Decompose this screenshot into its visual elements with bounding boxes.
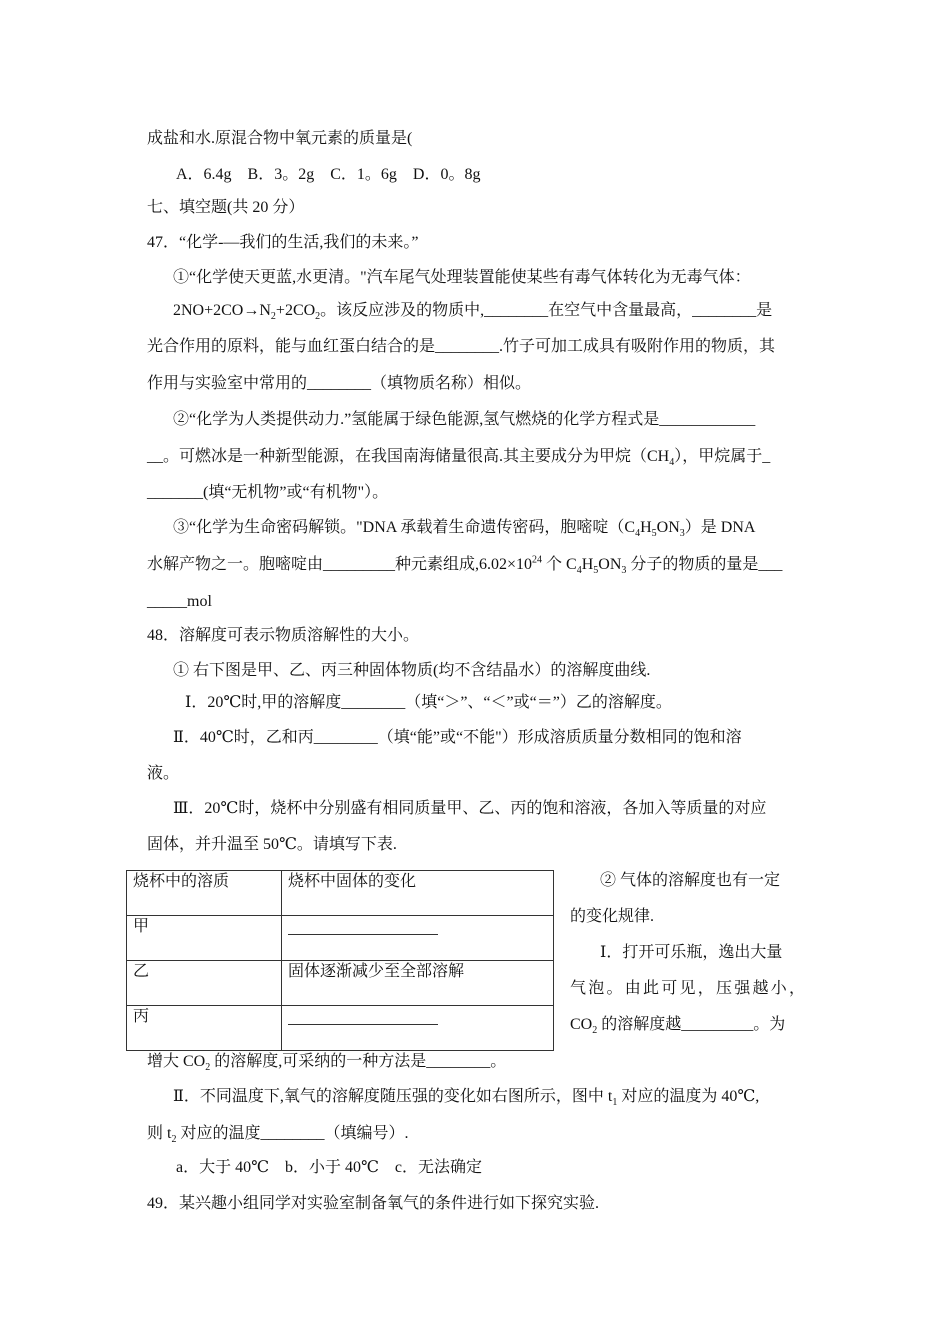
table-header-row [127, 871, 554, 916]
text-line: __。可燃冰是一种新型能源，在我国南海储量很高.其主要成分为甲烷$(CH_4)$，甲烷属于_ [147, 448, 771, 469]
q48-title: 48．溶解度可表示物质溶解性的大小。 [147, 627, 420, 644]
table-cell: 甲 [127, 916, 282, 961]
text-line: _____mol [147, 593, 212, 610]
text-line: ③“化学为生命密码解锁。"DNA 承载着生命遗传密码，胞嘧啶$(C_4H_5ON_3)$是 DNA [173, 519, 756, 540]
table-header-cell: 烧杯中固体的变化 [282, 871, 554, 916]
text-line: 液。 [147, 765, 180, 782]
text-line: ②“化学为人类提供动力.”氢能属于绿色能源,氢气燃烧的化学方程式是____________ [173, 411, 756, 428]
equation-line: $2NO+2CO\to N_2+2CO_2$。该反应涉及的物质中,________在空气中含量最高，________是 [173, 302, 773, 323]
text-line: Ⅱ．不同温度下,氧气的溶解度随压强的变化如右图所示，图中 $t_1$ 对应的温度为 40℃, [173, 1088, 760, 1109]
text-line: ①“化学使天更蓝,水更清。"汽车尾气处理装置能使某些有毒气体转化为无毒气体： [173, 269, 751, 286]
table-cell: 乙 [127, 961, 282, 1006]
table-row [127, 961, 554, 1006]
table-header-cell: 烧杯中的溶质 [127, 871, 282, 916]
text-line: 成盐和水.原混合物中氧元素的质量是( [147, 130, 413, 147]
text-line: Ⅲ．20℃时，烧杯中分别盛有相同质量甲、乙、丙的饱和溶液，各加入等质量的对应 [173, 800, 767, 817]
table-cell-blank[interactable] [282, 1006, 554, 1051]
q46-options: A．6.4g B．3。2g C．1。6g D．0。8g [176, 166, 481, 183]
text-line: Ⅰ．20℃时,甲的溶解度________（填“＞”、“＜”或“＝”）乙的溶解度。 [185, 694, 672, 711]
side-text-line: 的变化规律. [570, 908, 655, 925]
q47-title: 47．“化学-—我们的生活,我们的未来。” [147, 234, 419, 251]
text-line: 水解产物之一。胞嘧啶由_________种元素组成$,6.02\times 10^{24}$ 个 $C_4H_5ON_3$ 分子的物质的量是___ [147, 554, 783, 577]
text-line: ① 右下图是甲、乙、丙三种固体物质(均不含结晶水）的溶解度曲线. [173, 662, 651, 679]
side-text-line: $CO_2$ 的溶解度越_________。为 [570, 1016, 786, 1037]
text-line: 固体，并升温至 50℃。请填写下表. [147, 836, 397, 853]
table-row [127, 916, 554, 961]
text-line: 作用与实验室中常用的________（填物质名称）相似。 [147, 375, 532, 392]
options-line: a．大于 40℃ b．小于 40℃ c．无法确定 [176, 1159, 483, 1176]
text-line: _______(填“无机物”或“有机物"）。 [147, 484, 389, 501]
answer-blank[interactable] [288, 918, 438, 935]
text-line: 光合作用的原料，能与血红蛋白结合的是________.竹子可加工成具有吸附作用的物质，其 [147, 338, 776, 355]
table-cell: 固体逐渐减少至全部溶解 [282, 961, 554, 1006]
table-cell-blank[interactable] [282, 916, 554, 961]
side-text-line: 气泡。由此可见，压强越小， [570, 980, 805, 997]
table-cell: 丙 [127, 1006, 282, 1051]
text-line: Ⅱ．40℃时，乙和丙________（填“能”或“不能"）形成溶质质量分数相同的饱和溶 [173, 729, 742, 746]
text-line: 增大 $CO_2$ 的溶解度,可采纳的一种方法是________。 [147, 1053, 507, 1074]
section-heading: 七、填空题(共 20 分） [147, 199, 305, 216]
side-text-line: ② 气体的溶解度也有一定 [600, 872, 781, 889]
solubility-table [126, 870, 554, 1051]
q49-title: 49．某兴趣小组同学对实验室制备氧气的条件进行如下探究实验. [147, 1195, 600, 1212]
table-row [127, 1006, 554, 1051]
answer-blank[interactable] [288, 1008, 438, 1025]
side-text-line: Ⅰ．打开可乐瓶，逸出大量 [600, 944, 783, 961]
text-line: 则 $t_2$ 对应的温度________（填编号）. [147, 1125, 409, 1146]
